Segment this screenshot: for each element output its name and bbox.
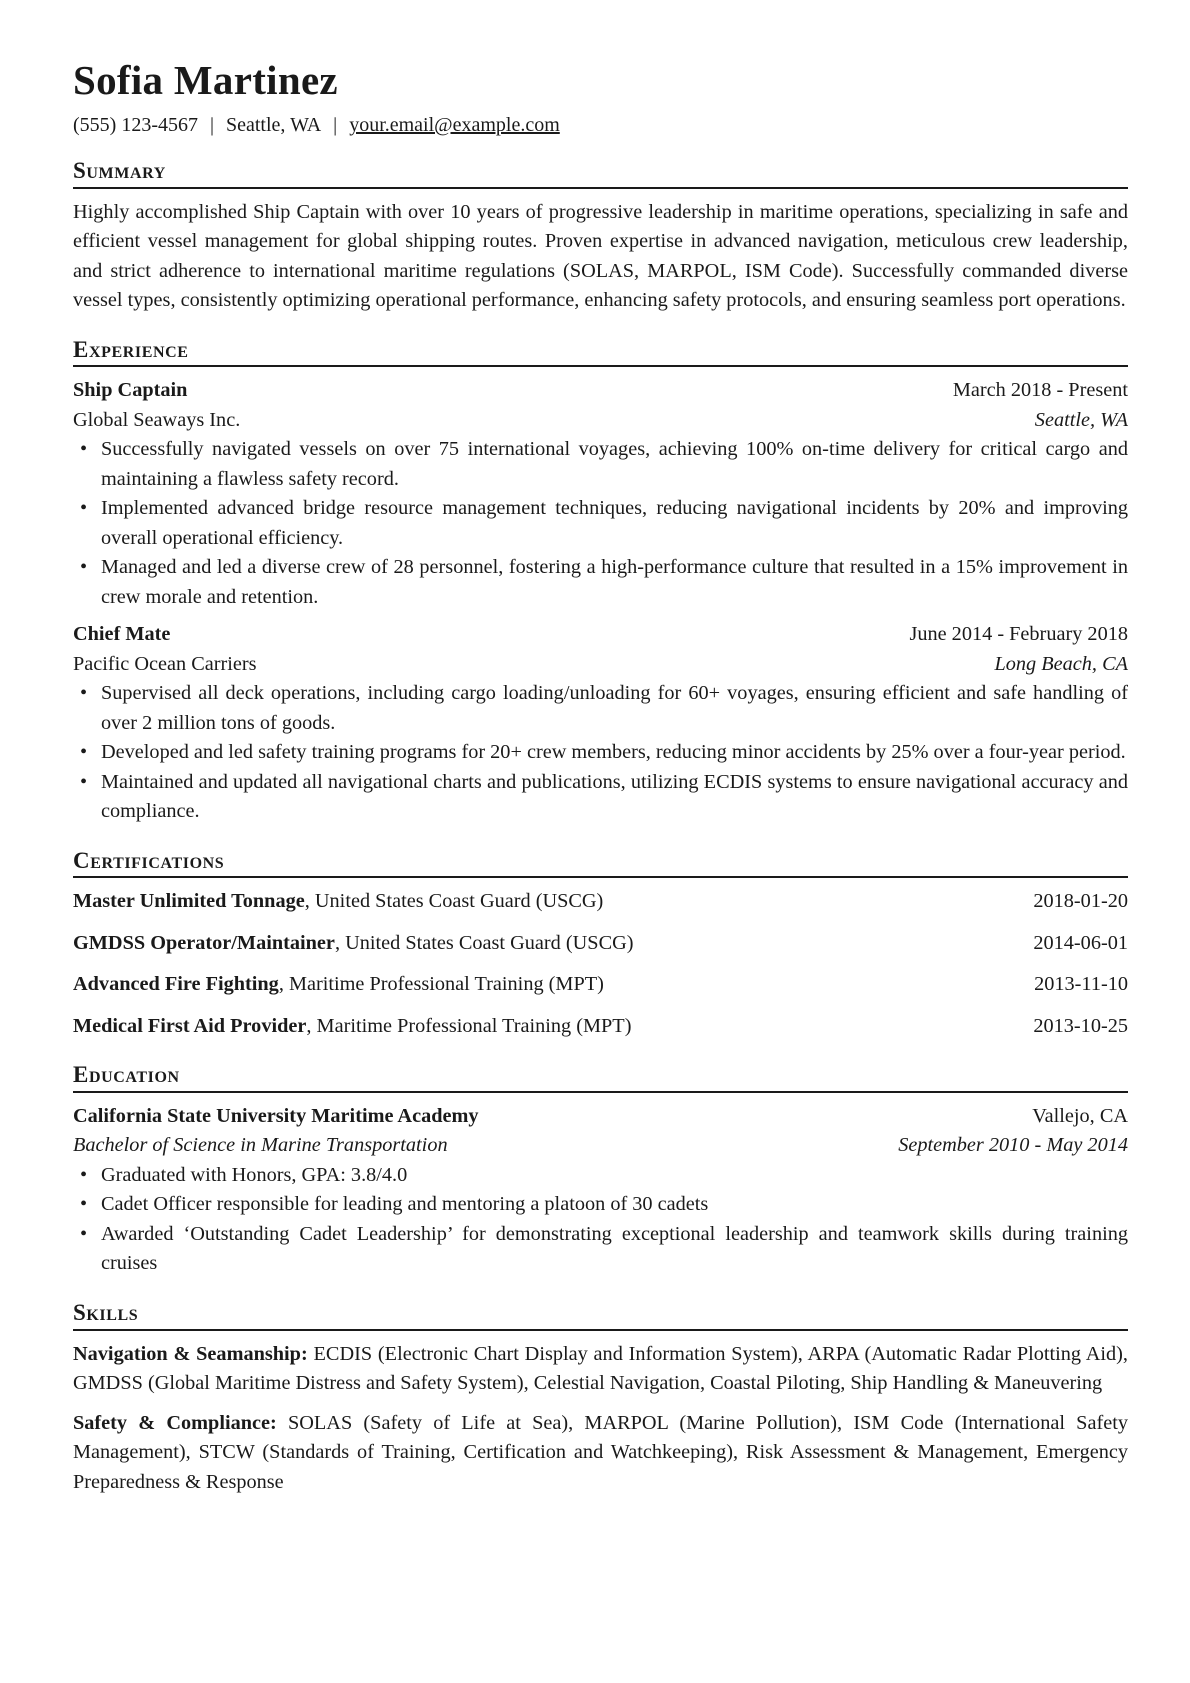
job-location: Long Beach, CA — [994, 652, 1128, 675]
certifications-section — [73, 847, 1128, 1042]
school-location: Vallejo, CA — [1032, 1104, 1128, 1127]
section-title-experience: Experience — [73, 336, 1128, 368]
job-role: Chief Mate — [73, 623, 171, 646]
education-bullets — [73, 1161, 1128, 1279]
certification-issuer: , Maritime Professional Training (MPT) — [278, 973, 604, 996]
certification-item — [73, 929, 1128, 959]
summary-section — [73, 157, 1128, 316]
section-title-certifications: Certifications — [73, 847, 1128, 879]
bullet-item: • Cadet Officer responsible for leading and mentoring a platoon of 30 cadets — [73, 1190, 1128, 1220]
skill-group-text: ECDIS (Electronic Chart Display and Information System), ARPA (Automatic Radar Plotting Aid), GMDSS (Global Maritime Distress and Safety System), Celestial Navigation, Coastal Piloting, Ship Handling & Maneuvering — [73, 1342, 1129, 1395]
skill-group — [73, 1340, 1128, 1399]
skill-group-text: SOLAS (Safety of Life at Sea), MARPOL (Marine Pollution), ISM Code (International Safety Management), STCW (Standards of Training, Certification and Watchkeeping), Risk Assessment & Management, Emergency Preparedness & Response — [73, 1411, 1128, 1493]
resume-header — [73, 58, 1128, 137]
job-bullets — [73, 435, 1128, 612]
job-company: Pacific Ocean Carriers — [73, 652, 257, 675]
skill-group-label: Navigation & Seamanship: — [73, 1342, 308, 1365]
bullet-item: • Managed and led a diverse crew of 28 personnel, fostering a high-performance culture that resulted in a 15% improvement in crew morale and retention. — [73, 553, 1128, 612]
certification-issuer: , United States Coast Guard (USCG) — [304, 890, 604, 913]
certification-issuer: , Maritime Professional Training (MPT) — [306, 1014, 632, 1037]
bullet-item: • Developed and led safety training programs for 20+ crew members, reducing minor accidents by 25% over a four-year period. — [73, 738, 1128, 768]
job-bullets — [73, 679, 1128, 827]
certification-date: 2018-01-20 — [1033, 890, 1128, 913]
certification-date: 2013-11-10 — [1034, 973, 1128, 996]
job-entry — [73, 620, 1128, 827]
summary-text: Highly accomplished Ship Captain with over 10 years of progressive leadership in maritime operations, specializing in safe and efficient vessel management for global shipping routes. Proven expertise in advanced navigation, meticulous crew leadership, and strict adherence to international maritime regulations (SOLAS, MARPOL, ISM Code). Successfully commanded diverse vessel types, consistently optimizing operational performance, enhancing safety protocols, and ensuring seamless port operations. — [73, 200, 1128, 312]
certification-item — [73, 1012, 1128, 1042]
degree-name: Bachelor of Science in Marine Transportation — [73, 1134, 448, 1157]
bullet-item: • Supervised all deck operations, including cargo loading/unloading for 60+ voyages, ensuring efficient and safe handling of over 2 million tons of goods. — [73, 679, 1128, 738]
bullet-item: • Graduated with Honors, GPA: 3.8/4.0 — [73, 1161, 1128, 1191]
email-link[interactable]: your.email@example.com — [349, 114, 560, 137]
bullet-item: • Successfully navigated vessels on over 75 international voyages, achieving 100% on-time delivery for critical cargo and maintaining a flawless safety record. — [73, 435, 1128, 494]
certifications-list — [73, 887, 1128, 1041]
job-entry — [73, 376, 1128, 612]
certification-name: GMDSS Operator/Maintainer — [73, 931, 335, 954]
job-role: Ship Captain — [73, 379, 188, 402]
experience-section — [73, 336, 1128, 827]
certification-date: 2013-10-25 — [1033, 1014, 1128, 1037]
candidate-name: Sofia Martinez — [73, 57, 338, 103]
job-company: Global Seaways Inc. — [73, 408, 241, 431]
bullet-item: • Implemented advanced bridge resource management techniques, reducing navigational incidents by 20% and improving overall operational efficiency. — [73, 494, 1128, 553]
certification-name: Medical First Aid Provider — [73, 1014, 307, 1037]
contact-separator: | — [209, 114, 214, 137]
certification-issuer: , United States Coast Guard (USCG) — [334, 931, 634, 954]
school-name: California State University Maritime Academy — [73, 1104, 479, 1127]
phone-number: (555) 123-4567 — [73, 114, 198, 137]
contact-line — [73, 113, 1128, 137]
skills-section — [73, 1299, 1128, 1497]
location: Seattle, WA — [226, 114, 322, 137]
job-location: Seattle, WA — [1034, 408, 1128, 431]
contact-separator: | — [333, 114, 338, 137]
skill-group-label: Safety & Compliance: — [73, 1411, 277, 1434]
section-title-education: Education — [73, 1061, 1128, 1093]
certification-name: Master Unlimited Tonnage — [73, 890, 305, 913]
job-dates: March 2018 - Present — [952, 379, 1128, 402]
bullet-item: • Maintained and updated all navigational charts and publications, utilizing ECDIS systems to ensure navigational accuracy and compliance. — [73, 768, 1128, 827]
certification-date: 2014-06-01 — [1033, 931, 1128, 954]
education-section — [73, 1061, 1128, 1279]
job-dates: June 2014 - February 2018 — [909, 623, 1128, 646]
certification-name: Advanced Fire Fighting — [73, 973, 279, 996]
bullet-item: • Awarded ‘Outstanding Cadet Leadership’ for demonstrating exceptional leadership and teamwork skills during training cruises — [73, 1220, 1128, 1279]
section-title-summary: Summary — [73, 157, 1128, 189]
education-dates: September 2010 - May 2014 — [898, 1134, 1128, 1157]
certification-item — [73, 970, 1128, 1000]
section-title-skills: Skills — [73, 1299, 1128, 1331]
skill-group — [73, 1409, 1128, 1498]
certification-item — [73, 887, 1128, 917]
